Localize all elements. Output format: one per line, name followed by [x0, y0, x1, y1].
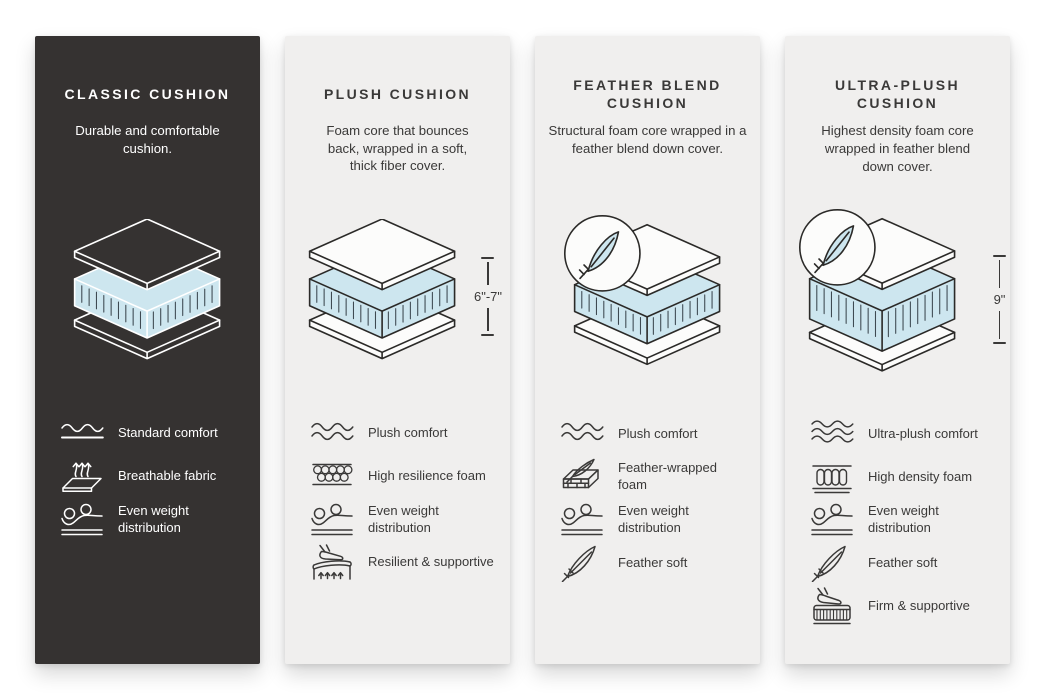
honeycomb-foam-icon [309, 458, 355, 496]
feature-row [559, 541, 760, 584]
feature-list [809, 412, 1010, 627]
weight-distribution-icon [559, 501, 605, 539]
feature-list [559, 412, 760, 584]
breathable-fabric-icon [59, 458, 105, 496]
feature-row [809, 584, 1010, 627]
feature-label: High resilience foam [368, 468, 486, 484]
measure-line [999, 311, 1001, 339]
feature-row [559, 412, 760, 455]
wave-double-icon [559, 415, 605, 453]
feature-label: Standard comfort [118, 425, 218, 441]
feature-row [809, 455, 1010, 498]
measure-cap-bottom [481, 334, 494, 336]
weight-distribution-icon [59, 501, 105, 539]
feature-row [59, 455, 260, 498]
card-plush-cushion [285, 36, 510, 664]
feature-row [59, 412, 260, 455]
measurement-label: 9" [993, 292, 1006, 308]
feature-label: Ultra-plush comfort [868, 425, 978, 441]
feature-label: Feather soft [868, 554, 938, 570]
feature-label: Plush comfort [618, 425, 698, 441]
measure-line [487, 262, 489, 285]
feature-row [809, 541, 1010, 584]
measure-line [487, 308, 489, 331]
card-description: Foam core that bounces back, wrapped in a soft, thick fiber cover. [326, 123, 469, 174]
card-classic-cushion [35, 36, 260, 664]
wave-triple-icon [809, 415, 855, 453]
weight-distribution-icon [809, 501, 855, 539]
feature-row [809, 412, 1010, 455]
feature-label: Feather soft [618, 554, 688, 570]
firm-supportive-icon [809, 587, 855, 625]
cushion-layers-illustration [285, 180, 510, 402]
card-description: Structural foam core wrapped in a feather blend down cover. [548, 123, 747, 157]
feature-label: Firm & supportive [868, 597, 970, 613]
card-feather-blend-cushion [535, 36, 760, 664]
card-title: ULTRA-PLUSH CUSHION [835, 77, 960, 112]
feature-label: Even weight distribution [618, 503, 689, 535]
feature-label: Even weight distribution [118, 502, 189, 535]
feather-icon [559, 544, 605, 582]
feature-label: Resilient & supportive [368, 554, 494, 570]
measure-cap-top [481, 257, 494, 259]
cushion-layers-illustration [35, 180, 260, 402]
card-title: CLASSIC CUSHION [64, 85, 231, 102]
feature-row [309, 541, 510, 584]
feature-row [309, 412, 510, 455]
feature-row [559, 498, 760, 541]
feature-row [809, 498, 1010, 541]
card-title: FEATHER BLEND CUSHION [573, 77, 722, 112]
card-ultra-plush-cushion [785, 36, 1010, 664]
feature-label: Breathable fabric [118, 468, 217, 484]
card-title: PLUSH CUSHION [323, 85, 472, 102]
measure-line [999, 260, 1001, 288]
feather-wrapped-foam-icon [559, 458, 605, 496]
resilient-supportive-icon [309, 544, 355, 582]
feature-label: Even weight distribution [868, 503, 939, 535]
card-description: Durable and comfortable cushion. [75, 123, 220, 156]
feature-row [309, 455, 510, 498]
feature-list [59, 412, 260, 541]
measurement-label: 6"-7" [473, 289, 502, 304]
feature-label: Plush comfort [368, 425, 448, 441]
cushion-layers-illustration [535, 180, 760, 402]
feather-icon [809, 544, 855, 582]
capsule-foam-icon [809, 458, 855, 496]
wave-double-icon [309, 415, 355, 453]
measure-cap-bottom [993, 342, 1006, 344]
feature-row [559, 455, 760, 498]
cushion-layers-illustration [785, 180, 1010, 402]
card-description: Highest density foam core wrapped in feather blend down cover. [821, 123, 974, 174]
feature-row [309, 498, 510, 541]
feature-label: High density foam [868, 468, 973, 484]
height-measurement [474, 257, 502, 336]
measure-cap-top [993, 255, 1006, 257]
height-measurement [993, 255, 1006, 344]
feature-row [59, 498, 260, 541]
feature-label: Even weight distribution [368, 502, 439, 535]
feature-label: Feather-wrapped foam [618, 460, 717, 492]
feature-list [309, 412, 510, 584]
wave-single-icon [59, 415, 105, 453]
weight-distribution-icon [309, 501, 355, 539]
